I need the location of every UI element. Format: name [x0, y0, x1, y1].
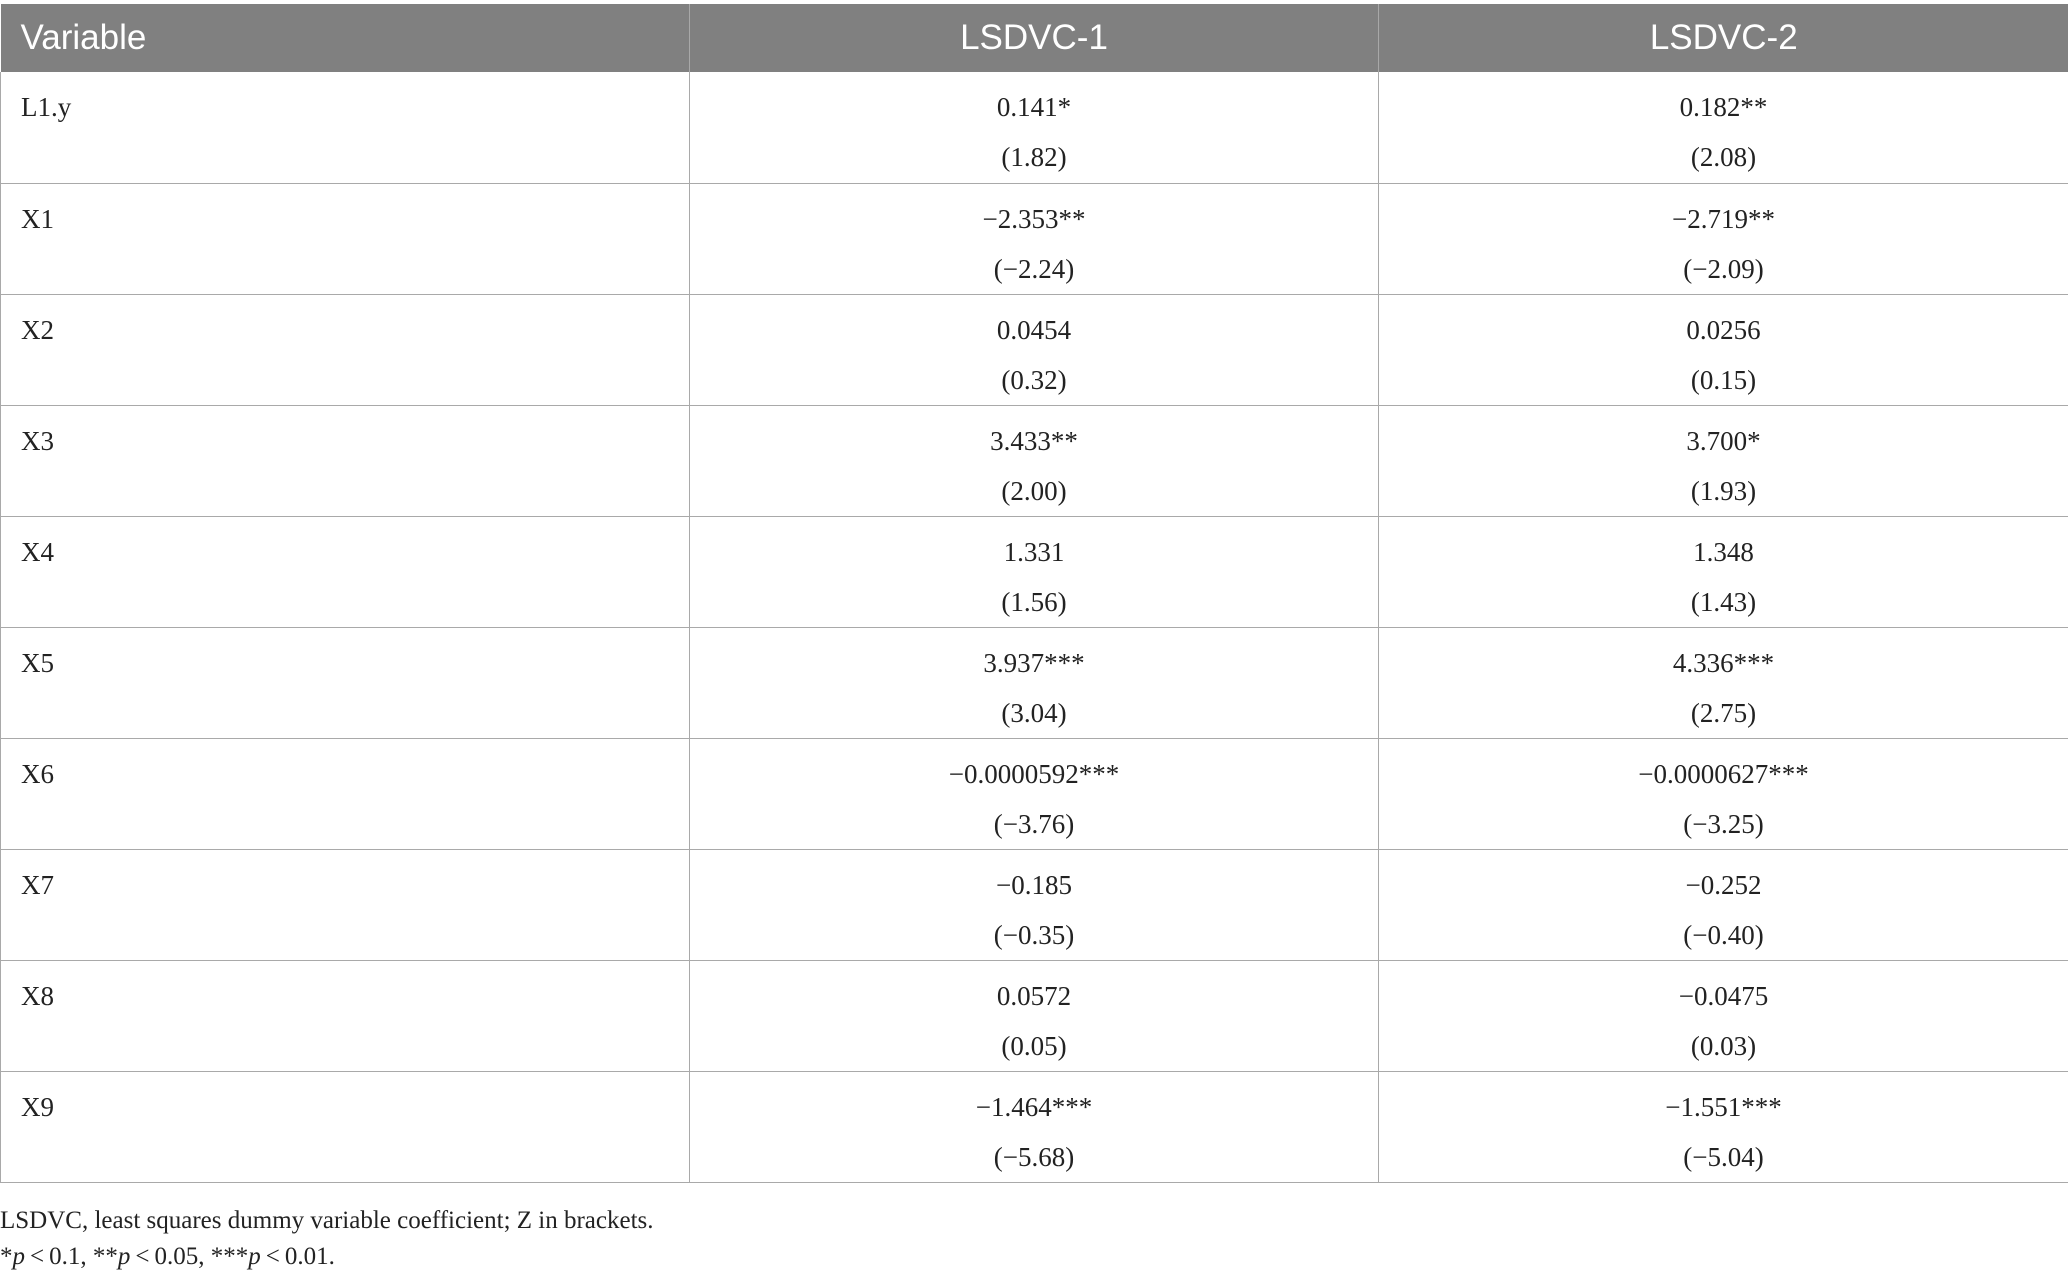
coefficient-value: −2.719**	[1672, 203, 1775, 234]
z-statistic-value: (0.32)	[1001, 364, 1067, 395]
lsdvc-2-cell	[1379, 1071, 2068, 1182]
lsdvc-1-cell	[690, 183, 1379, 294]
lsdvc-2-cell	[1379, 405, 2068, 516]
variable-cell: X4	[1, 516, 690, 627]
note-sig-p: p	[12, 1243, 25, 1270]
lsdvc-1-cell	[690, 960, 1379, 1071]
table-row	[1, 72, 2068, 183]
variable-cell: X5	[1, 627, 690, 738]
lsdvc-1-cell	[690, 516, 1379, 627]
z-statistic-value: (−3.25)	[1683, 808, 1764, 839]
coefficient-value: 1.331	[1003, 536, 1065, 567]
z-statistic-value: (−0.35)	[993, 919, 1075, 950]
variable-cell: X7	[1, 849, 690, 960]
z-statistic-value: (1.93)	[1690, 475, 1757, 506]
coefficient-value: 0.182**	[1679, 92, 1768, 122]
lsdvc-2-cell	[1379, 627, 2068, 738]
coefficient-value: −0.252	[1685, 869, 1762, 900]
note-significance	[0, 1239, 654, 1275]
header-lsdvc-2: LSDVC-2	[1379, 4, 2068, 72]
lsdvc-2-cell	[1379, 72, 2068, 183]
coefficient-value: −1.464***	[975, 1091, 1093, 1122]
z-statistic-value: (0.03)	[1690, 1030, 1757, 1061]
regression-results-table	[0, 4, 2068, 1183]
table-body	[1, 72, 2068, 1182]
lsdvc-1-cell	[690, 405, 1379, 516]
coefficient-value: 3.937***	[983, 647, 1085, 678]
results-table-container	[0, 4, 2068, 1183]
z-statistic-value: (1.82)	[1001, 142, 1067, 172]
note-sig-part: < 0.05, ***	[130, 1243, 249, 1270]
coefficient-value: −0.0000627***	[1638, 758, 1809, 789]
lsdvc-1-cell	[690, 72, 1379, 183]
z-statistic-value: (−0.40)	[1683, 919, 1764, 950]
lsdvc-1-cell	[690, 1071, 1379, 1182]
z-statistic-value: (3.04)	[1001, 697, 1067, 728]
table-row	[1, 405, 2068, 516]
z-statistic-value: (0.05)	[1001, 1030, 1067, 1061]
lsdvc-2-cell	[1379, 183, 2068, 294]
lsdvc-1-cell	[690, 294, 1379, 405]
table-row	[1, 849, 2068, 960]
coefficient-value: −1.551***	[1665, 1091, 1782, 1122]
z-statistic-value: (0.15)	[1690, 364, 1757, 395]
header-lsdvc-1: LSDVC-1	[690, 4, 1379, 72]
note-sig-part: < 0.1, **	[25, 1243, 118, 1270]
z-statistic-value: (2.00)	[1001, 475, 1067, 506]
z-statistic-value: (−5.04)	[1683, 1141, 1764, 1172]
lsdvc-1-cell	[690, 738, 1379, 849]
table-row	[1, 738, 2068, 849]
table-row	[1, 516, 2068, 627]
z-statistic-value: (2.75)	[1690, 697, 1757, 728]
table-row	[1, 294, 2068, 405]
coefficient-value: 0.0256	[1686, 314, 1761, 345]
coefficient-value: 4.336***	[1672, 647, 1775, 678]
table-row	[1, 1071, 2068, 1182]
header-row	[1, 4, 2068, 72]
lsdvc-1-cell	[690, 627, 1379, 738]
z-statistic-value: (−2.09)	[1683, 253, 1764, 284]
table-row	[1, 960, 2068, 1071]
coefficient-value: −2.353**	[982, 203, 1086, 234]
variable-cell: X8	[1, 960, 690, 1071]
z-statistic-value: (2.08)	[1690, 142, 1757, 172]
lsdvc-1-cell	[690, 849, 1379, 960]
z-statistic-value: (1.56)	[1001, 586, 1067, 617]
coefficient-value: 0.0572	[996, 980, 1072, 1011]
note-abbreviation: LSDVC, least squares dummy variable coefficient; Z in brackets.	[0, 1207, 654, 1234]
note-sig-p: p	[117, 1243, 131, 1270]
coefficient-value: 3.433**	[990, 425, 1078, 456]
coefficient-value: 0.141*	[996, 92, 1072, 122]
z-statistic-value: (−5.68)	[993, 1141, 1075, 1172]
z-statistic-value: (−2.24)	[993, 253, 1075, 284]
note-sig-p: p	[248, 1243, 261, 1270]
variable-cell: X3	[1, 405, 690, 516]
coefficient-value: 3.700*	[1686, 425, 1761, 456]
note-sig-part: < 0.01.	[260, 1243, 335, 1270]
note-sig-part: *	[0, 1243, 13, 1270]
variable-cell: X6	[1, 738, 690, 849]
z-statistic-value: (1.43)	[1690, 586, 1757, 617]
variable-cell: X2	[1, 294, 690, 405]
variable-cell: X1	[1, 183, 690, 294]
coefficient-value: −0.185	[996, 869, 1072, 900]
table-row	[1, 627, 2068, 738]
coefficient-value: −0.0475	[1678, 980, 1769, 1011]
lsdvc-2-cell	[1379, 738, 2068, 849]
table-row	[1, 183, 2068, 294]
z-statistic-value: (−3.76)	[993, 808, 1075, 839]
variable-cell: X9	[1, 1071, 690, 1182]
table-notes	[0, 1203, 654, 1275]
lsdvc-2-cell	[1379, 516, 2068, 627]
lsdvc-2-cell	[1379, 960, 2068, 1071]
coefficient-value: −0.0000592***	[948, 758, 1120, 789]
header-variable: Variable	[1, 4, 690, 72]
lsdvc-2-cell	[1379, 849, 2068, 960]
lsdvc-2-cell	[1379, 294, 2068, 405]
coefficient-value: 1.348	[1693, 536, 1754, 567]
variable-cell: L1.y	[1, 72, 690, 183]
coefficient-value: 0.0454	[996, 314, 1072, 345]
